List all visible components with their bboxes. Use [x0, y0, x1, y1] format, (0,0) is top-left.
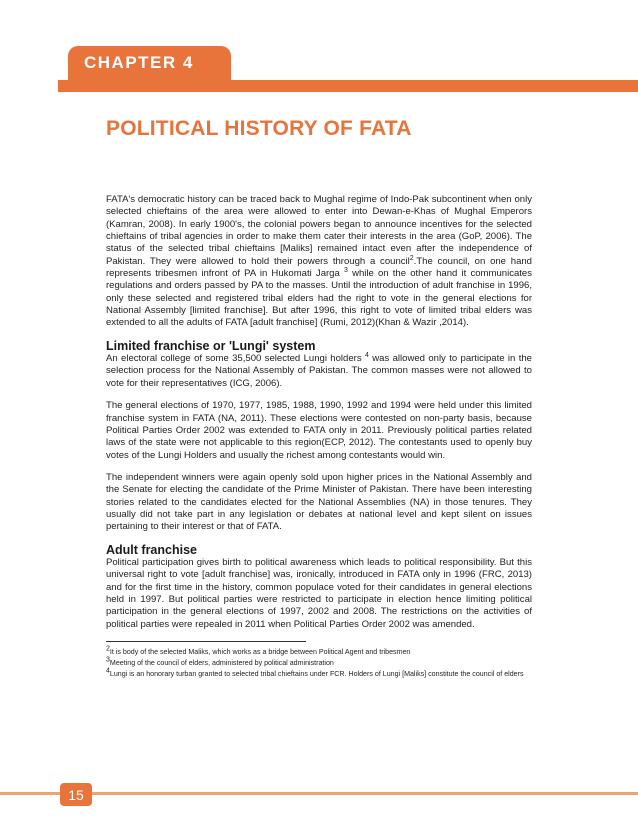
footnote-item: $^4$Lungi is an honorary turban granted to selected tribal chieftains under FCR. Holders of Lungi [Maliks] constitute the council of elders: [106, 667, 524, 678]
footnotes: [106, 647, 532, 680]
page-number: 15: [68, 786, 84, 803]
adult-franchise-paragraph: Political participation gives birth to political awareness which leads to political responsibility. But this universal right to vote [adult franchise] was, ironically, introduced in FATA only in 1996 (FRC, 2013) and for the first time in the history, common populace voted for their candidates in general elections held in 1997. But political parties were restricted to participate in election hence limiting political participation in the general elections of 1997, 2002 and 2008. The restrictions on the activities of political parties were repealed in 2011 when Political Parties Order 2002 was amended.: [106, 556, 532, 630]
footnote-item: $^2$It is body of the selected Maliks, which works as a bridge between Political Agent and tribesmen: [106, 645, 411, 656]
footnote-divider: [106, 641, 306, 642]
chapter-label: CHAPTER 4: [84, 53, 194, 72]
limited-franchise-paragraph-1: An electoral college of some 35,500 selected Lungi holders $^4$ was allowed only to participate in the selection process for the National Assembly of Pakistan. The common masses were not allowed to vote for their representatives (ICG, 2006).: [106, 351, 532, 389]
footnote-ref-4: 4: [364, 351, 369, 359]
limited-franchise-paragraph-3: The independent winners were again openly sold upon higher prices in the National Assembly and the Senate for electing the candidate of the Prime Minister of Pakistan. There have been interesting stories related to the candidates elected for the National Assemblies (NA) in those tenures. They usually did not take part in any legislation or debates at national level and kept silent on issues pertaining to their interest or that of FATA.: [106, 471, 532, 533]
footnote-ref-3: 3: [343, 266, 348, 274]
footer-line: [0, 792, 638, 795]
footnote-ref-2: 2: [409, 254, 414, 262]
main-content: [106, 194, 532, 680]
page-title: POLITICAL HISTORY OF FATA: [106, 117, 412, 140]
chapter-bar: [58, 80, 638, 92]
page-number-badge: [60, 783, 92, 806]
limited-franchise-paragraph-2: The general elections of 1970, 1977, 1985, 1988, 1990, 1992 and 1994 were held under this limited franchise system in FATA (NA, 2011). These elections were contested on non-party basis, because Political Parties Order 2002 was extended to FATA only in 2011. Previously political parties related laws of the state were not applicable to this region(ECP, 2012). The contestants used to openly buy votes of the Lungi Holders and usually the richest among contestants would win.: [106, 400, 532, 461]
section-heading-limited-franchise: Limited franchise or 'Lungi' system: [106, 338, 316, 353]
section-heading-adult-franchise: Adult franchise: [106, 542, 197, 557]
intro-paragraph: FATA's democratic history can be traced back to Mughal regime of Indo-Pak subcontinent when only selected chieftains of the area were allowed to enter into Dewan-e-Khas of Mughal Emperors (Kamran, 2008). In early 1900's, the colonial powers began to announce incentives for the selected chieftains of tribal agencies in order to make them cater their interests in the area (GoP, 2006). The status of the selected tribal chieftains [Maliks] remained intact even after the independence of Pakistan. They were allowed to hold their powers through a council$^2$.The council, on one hand represents tribesmen infront of PA in Hukomati Jarga $^3$ while on the other hand it communicates regulations and orders passed by PA to the masses. Until the introduction of adult franchise in 1996, only these selected and registered tribal elders had the right to vote in the general elections for National Assembly [limited franchise]. But after 1996, this right to vote of limited tribal elders was extended to all the adults of FATA [adult franchise] (Rumi, 2012)(Khan & Wazir ,2014).: [106, 194, 533, 329]
chapter-tab: [68, 46, 231, 80]
footnote-item: $^3$Meeting of the council of elders, administered by political administration: [106, 656, 334, 667]
